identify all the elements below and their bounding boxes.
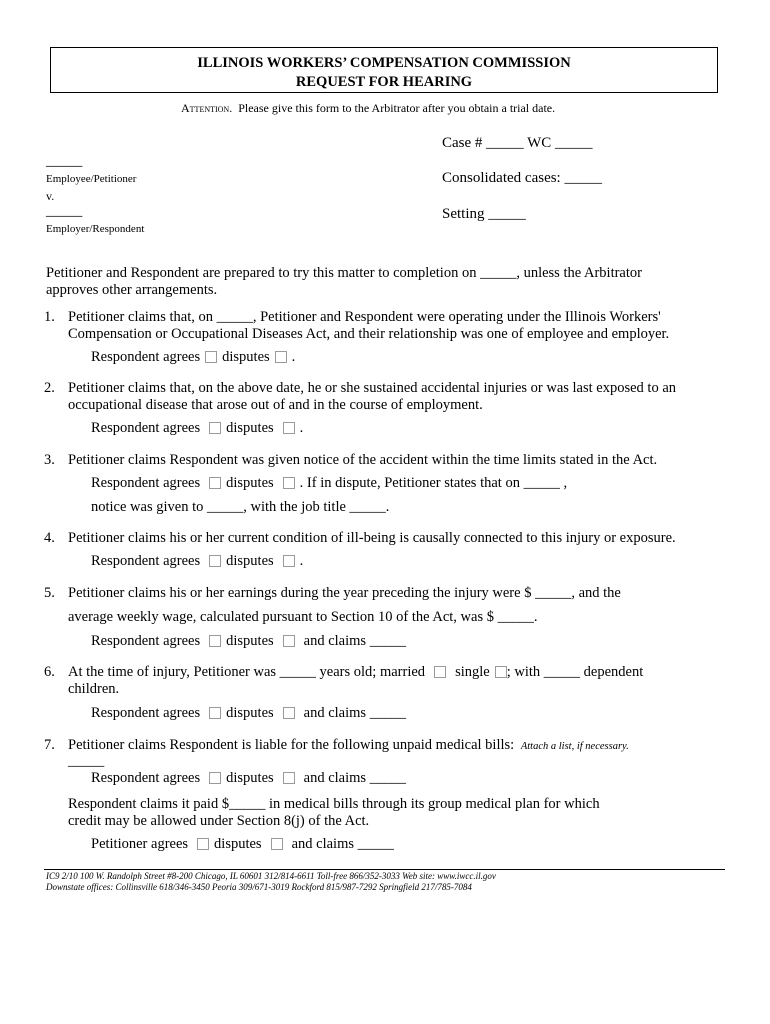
disputes-label: disputes: [214, 836, 262, 852]
agrees-label: Respondent agrees: [91, 420, 201, 436]
footer-address: IC9 2/10 100 W. Randolph Street #8-200 Chicago, IL 60601 312/814-6611 Toll-free 866/352-3033 Web site: www.iwcc.il.gov: [46, 871, 496, 881]
intro-line-2: approves other arrangements.: [46, 282, 218, 298]
item-7-petitioner-disputes-checkbox[interactable]: [271, 838, 283, 850]
item-3-disputes-checkbox[interactable]: [283, 477, 295, 489]
item-3-line-1: Petitioner claims Respondent was given notice of the accident within the time limits stated in the Act.: [68, 452, 658, 468]
item-5-number: 5.: [44, 585, 55, 601]
item-1-number: 1.: [44, 309, 55, 325]
attention-label: Attention.: [181, 101, 233, 115]
item-7-credit: [68, 796, 600, 830]
item-2-disputes-checkbox[interactable]: [283, 422, 295, 434]
agrees-label: Respondent agrees: [91, 705, 201, 721]
item-6-line-1c: ; with _____ dependent: [506, 664, 644, 680]
item-6-line-2: children.: [68, 681, 120, 697]
item-7-line-1: [68, 737, 629, 755]
item-2-agrees-checkbox[interactable]: [209, 422, 221, 434]
setting-field[interactable]: Setting _____: [442, 206, 526, 222]
item-7-credit-line-2: credit may be allowed under Section 8(j) of the Act.: [68, 813, 370, 829]
item-2-line-1: Petitioner claims that, on the above date, he or she sustained accidental injuries or was last exposed to an: [68, 380, 677, 396]
item-2-text: [68, 380, 676, 414]
and-claims-label[interactable]: and claims _____: [303, 705, 406, 721]
period: .: [299, 420, 304, 436]
item-3-number: 3.: [44, 452, 55, 468]
item-5-line-2: average weekly wage, calculated pursuant to Section 10 of the Act, was $ _____.: [68, 609, 538, 625]
item-5-response: [91, 633, 406, 650]
disputes-label: disputes: [226, 475, 274, 491]
item-7-response: [91, 770, 406, 787]
item-1-line-2: Compensation or Occupational Diseases Act, and their relationship was one of employee and employer.: [68, 326, 670, 342]
item-6-text: [68, 664, 643, 698]
item-2-number: 2.: [44, 380, 55, 396]
petitioner-name-blank[interactable]: _____: [46, 153, 83, 169]
item-6-response: [91, 705, 406, 722]
item-6-line-1a: At the time of injury, Petitioner was _____ years old; married: [68, 664, 426, 680]
item-3-dispute-text: . If in dispute, Petitioner states that on _____ ,: [299, 475, 568, 491]
disputes-label: disputes: [226, 633, 274, 649]
item-4-number: 4.: [44, 530, 55, 546]
item-1-text: [68, 309, 669, 343]
agrees-label: Respondent agrees: [91, 475, 201, 491]
attention-text: Please give this form to the Arbitrator after you obtain a trial date.: [238, 101, 556, 115]
consolidated-cases-field[interactable]: Consolidated cases: _____: [442, 170, 602, 186]
item-1-line-1: Petitioner claims that, on _____, Petitioner and Respondent were operating under the Illinois Workers': [68, 309, 661, 325]
and-claims-label[interactable]: and claims _____: [303, 770, 406, 786]
item-3-line-3: notice was given to _____, with the job title _____.: [91, 499, 390, 515]
item-7-credit-line-1: Respondent claims it paid $_____ in medical bills through its group medical plan for which: [68, 796, 600, 812]
item-7-disputes-checkbox[interactable]: [283, 772, 295, 784]
attention-note: [181, 101, 555, 116]
respondent-label: Employer/Respondent: [46, 223, 145, 235]
item-7-text: Petitioner claims Respondent is liable for the following unpaid medical bills:: [68, 737, 515, 753]
and-claims-label[interactable]: and claims _____: [303, 633, 406, 649]
item-6-disputes-checkbox[interactable]: [283, 707, 295, 719]
item-6-number: 6.: [44, 664, 55, 680]
period: .: [299, 553, 304, 569]
single-checkbox[interactable]: [495, 666, 507, 678]
item-5-line-1: Petitioner claims his or her earnings during the year preceding the injury were $ _____, and the: [68, 585, 621, 601]
item-7-agrees-checkbox[interactable]: [209, 772, 221, 784]
disputes-label: disputes: [226, 420, 274, 436]
item-4-line-1: Petitioner claims his or her current condition of ill-being is causally connected to this injury or exposure.: [68, 530, 676, 546]
disputes-label: disputes: [226, 705, 274, 721]
item-7-petitioner-agrees-checkbox[interactable]: [197, 838, 209, 850]
and-claims-label[interactable]: and claims _____: [291, 836, 394, 852]
footer-offices: Downstate offices: Collinsville 618/346-3450 Peoria 309/671-3019 Rockford 815/987-7292 Springfield 217/785-7084: [46, 882, 472, 892]
form-title-box: [50, 47, 718, 93]
item-2-line-2: occupational disease that arose out of and in the course of employment.: [68, 397, 483, 413]
agrees-label: Respondent agrees: [91, 770, 201, 786]
disputes-label: disputes: [226, 770, 274, 786]
item-3-response: [91, 475, 567, 492]
item-1-response: Respondent agrees disputes .: [91, 349, 296, 365]
petitioner-label: Employee/Petitioner: [46, 173, 137, 185]
item-4-response: [91, 553, 303, 570]
item-6-agrees-checkbox[interactable]: [209, 707, 221, 719]
item-5-disputes-checkbox[interactable]: [283, 635, 295, 647]
item-7-number: 7.: [44, 737, 55, 753]
item-5-agrees-checkbox[interactable]: [209, 635, 221, 647]
item-4-disputes-checkbox[interactable]: [283, 555, 295, 567]
form-title-name: REQUEST FOR HEARING: [295, 74, 473, 90]
period: .: [291, 349, 296, 365]
agrees-label: Respondent agrees: [91, 553, 201, 569]
item-7-medical-bills-blank[interactable]: _____: [68, 753, 105, 769]
item-6-single-label: single: [455, 664, 490, 680]
item-6-line-1: [68, 664, 643, 681]
item-7-note: Attach a list, if necessary.: [520, 741, 629, 752]
respondent-name-blank[interactable]: _____: [46, 203, 83, 219]
agrees-label: Respondent agrees: [91, 633, 201, 649]
versus-label: v.: [46, 189, 55, 203]
form-title-agency: ILLINOIS WORKERS’ COMPENSATION COMMISSION: [197, 55, 571, 71]
footer-divider: [44, 869, 725, 870]
item-7-petitioner-response: [91, 836, 394, 853]
disputes-label: disputes: [226, 553, 274, 569]
petitioner-agrees-label: Petitioner agrees: [91, 836, 189, 852]
item-2-response: [91, 420, 303, 437]
item-3-agrees-checkbox[interactable]: [209, 477, 221, 489]
case-number-field[interactable]: Case # _____ WC _____: [442, 135, 593, 151]
item-1-agrees-checkbox[interactable]: [205, 351, 217, 363]
intro-line-1: Petitioner and Respondent are prepared to try this matter to completion on _____, unless the Arbitrator: [46, 265, 642, 281]
item-1-disputes-checkbox[interactable]: [275, 351, 287, 363]
agrees-label: Respondent agrees: [91, 349, 201, 365]
item-4-agrees-checkbox[interactable]: [209, 555, 221, 567]
married-checkbox[interactable]: [434, 666, 446, 678]
